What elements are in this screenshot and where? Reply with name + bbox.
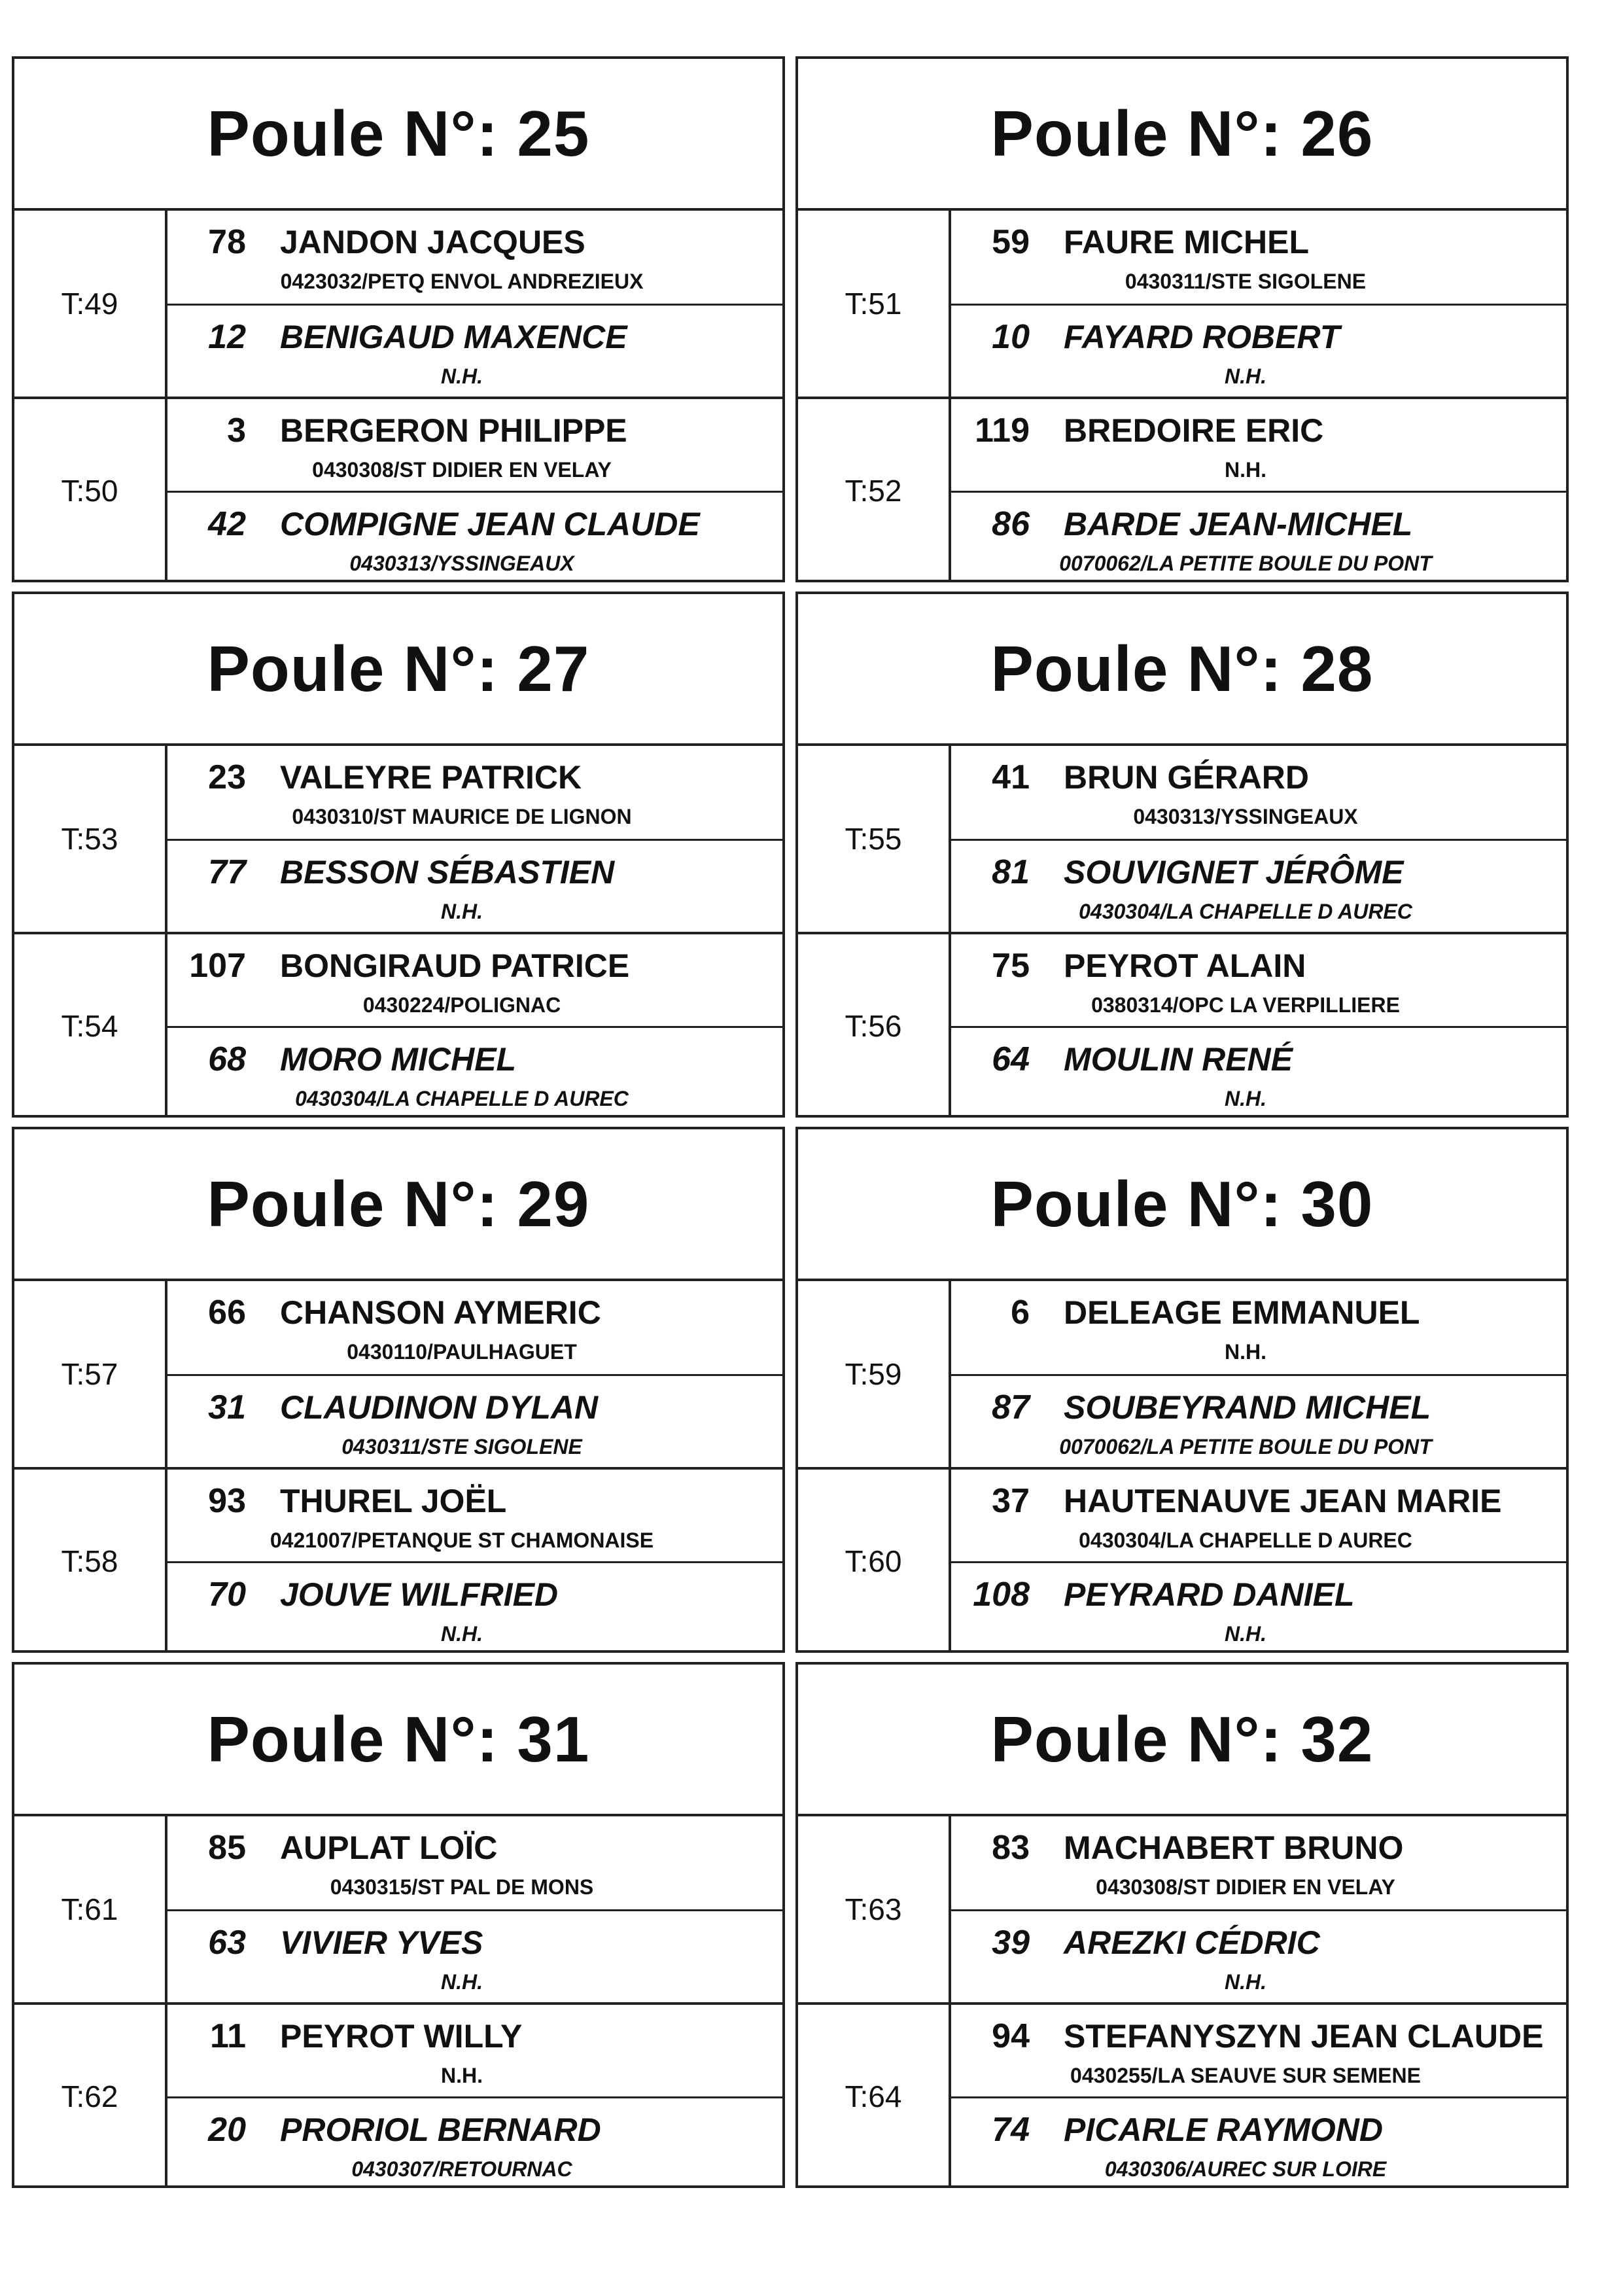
match-players <box>951 399 1566 582</box>
player-entry <box>951 1816 1566 1909</box>
player-club: N.H. <box>441 364 483 388</box>
player-line <box>167 2005 782 2064</box>
player-name: BRUN GÉRARD <box>1064 759 1309 796</box>
player-line <box>951 1816 1566 1875</box>
player-number: 119 <box>975 412 1030 450</box>
player-number: 11 <box>210 2017 246 2055</box>
player-number: 70 <box>208 1575 246 1614</box>
player-name: PEYRARD DANIEL <box>1064 1576 1355 1613</box>
match-players <box>167 1281 782 1467</box>
player-number: 85 <box>208 1829 246 1867</box>
poule-card <box>12 592 785 1118</box>
player-name: VIVIER YVES <box>280 1924 483 1961</box>
player-line <box>167 1470 782 1528</box>
player-club: 0430311/STE SIGOLENE <box>1125 270 1367 293</box>
player-line <box>951 1563 1566 1622</box>
table-number: T:52 <box>798 399 951 582</box>
player-line <box>951 1470 1566 1528</box>
player-entry <box>167 1281 782 1374</box>
player-club: 0430224/POLIGNAC <box>362 993 561 1017</box>
player-number: 41 <box>992 758 1030 796</box>
poule-card <box>12 56 785 582</box>
player-number: 94 <box>992 2017 1030 2055</box>
player-number: 83 <box>992 1829 1030 1867</box>
player-name: MACHABERT BRUNO <box>1064 1829 1404 1866</box>
player-club: 0430313/YSSINGEAUX <box>349 551 574 575</box>
match-row <box>14 1467 782 1653</box>
player-line <box>167 1028 782 1087</box>
player-number: 37 <box>992 1482 1030 1520</box>
player-number: 107 <box>189 947 246 985</box>
player-club: N.H. <box>1225 1340 1266 1364</box>
match-players <box>951 934 1566 1118</box>
match-players <box>951 2005 1566 2188</box>
player-name: THUREL JOËL <box>280 1483 507 1519</box>
player-club: 0430110/PAULHAGUET <box>347 1340 577 1364</box>
player-club: 0430315/ST PAL DE MONS <box>330 1875 594 1899</box>
player-entry <box>951 211 1566 304</box>
match-row <box>14 746 782 932</box>
match-players <box>167 211 782 397</box>
player-club: 0430308/ST DIDIER EN VELAY <box>1096 1875 1395 1899</box>
player-line <box>951 934 1566 993</box>
player-line <box>951 211 1566 270</box>
player-club: N.H. <box>1225 364 1266 388</box>
poule-title: Poule N°: 28 <box>990 632 1374 705</box>
poule-title: Poule N°: 26 <box>990 97 1374 169</box>
match-players <box>951 746 1566 932</box>
player-entry <box>951 839 1566 932</box>
player-name: COMPIGNE JEAN CLAUDE <box>280 505 700 542</box>
player-number: 39 <box>992 1924 1030 1962</box>
table-number: T:56 <box>798 934 951 1118</box>
match-row <box>14 2002 782 2188</box>
player-line <box>167 841 782 900</box>
poule-card <box>795 592 1569 1118</box>
match-row <box>798 1816 1566 2002</box>
player-line <box>167 1563 782 1622</box>
player-club: 0430308/ST DIDIER EN VELAY <box>312 458 612 482</box>
player-entry <box>167 1374 782 1467</box>
table-number: T:54 <box>14 934 167 1118</box>
poule-header <box>798 59 1566 211</box>
player-entry <box>951 934 1566 1026</box>
match-players <box>167 1470 782 1653</box>
poule-title: Poule N°: 29 <box>207 1167 590 1240</box>
player-number: 68 <box>208 1040 246 1078</box>
player-name: AREZKI CÉDRIC <box>1064 1924 1320 1961</box>
table-number: T:61 <box>14 1816 167 2002</box>
player-number: 63 <box>208 1924 246 1962</box>
poule-card <box>795 56 1569 582</box>
match-players <box>951 1281 1566 1467</box>
player-entry <box>951 1470 1566 1561</box>
player-entry <box>167 1909 782 2002</box>
player-entry <box>167 399 782 491</box>
poule-card <box>795 1662 1569 2188</box>
player-number: 12 <box>208 318 246 356</box>
player-entry <box>167 2096 782 2188</box>
player-number: 75 <box>992 947 1030 985</box>
player-entry <box>951 1561 1566 1653</box>
player-name: SOUVIGNET JÉRÔME <box>1064 854 1404 891</box>
player-name: JANDON JACQUES <box>280 224 585 260</box>
player-number: 31 <box>208 1388 246 1426</box>
match-row <box>798 2002 1566 2188</box>
player-line <box>167 399 782 458</box>
player-entry <box>167 2005 782 2096</box>
table-number: T:58 <box>14 1470 167 1653</box>
table-number: T:53 <box>14 746 167 932</box>
player-number: 10 <box>992 318 1030 356</box>
player-line <box>167 1281 782 1340</box>
poule-card <box>12 1127 785 1653</box>
player-line <box>951 1376 1566 1435</box>
player-entry <box>167 491 782 582</box>
player-name: AUPLAT LOÏC <box>280 1829 498 1866</box>
poule-title: Poule N°: 30 <box>990 1167 1374 1240</box>
match-players <box>951 211 1566 397</box>
player-line <box>167 746 782 805</box>
player-name: PRORIOL BERNARD <box>280 2111 601 2148</box>
player-name: BARDE JEAN-MICHEL <box>1064 505 1413 542</box>
poule-header <box>798 1129 1566 1281</box>
player-club: 0430304/LA CHAPELLE D AUREC <box>1079 1528 1412 1552</box>
player-club: 0430311/STE SIGOLENE <box>341 1435 582 1458</box>
table-number: T:63 <box>798 1816 951 2002</box>
player-number: 64 <box>992 1040 1030 1078</box>
match-row <box>14 397 782 582</box>
match-players <box>167 399 782 582</box>
match-row <box>14 1816 782 2002</box>
player-entry <box>951 304 1566 397</box>
player-name: PEYROT WILLY <box>280 2018 523 2055</box>
player-entry <box>951 2096 1566 2188</box>
player-line <box>167 211 782 270</box>
poule-header <box>14 1665 782 1816</box>
player-line <box>951 306 1566 364</box>
player-name: STEFANYSZYN JEAN CLAUDE <box>1064 2018 1544 2055</box>
player-name: PICARLE RAYMOND <box>1064 2111 1383 2148</box>
player-club: N.H. <box>1225 1086 1266 1110</box>
player-name: PEYROT ALAIN <box>1064 947 1306 984</box>
player-entry <box>167 1816 782 1909</box>
player-club: N.H. <box>441 1621 483 1646</box>
poule-header <box>798 1665 1566 1816</box>
player-club: 0430306/AUREC SUR LOIRE <box>1104 2157 1387 2181</box>
player-line <box>951 1281 1566 1340</box>
player-club: 0430313/YSSINGEAUX <box>1133 805 1358 828</box>
player-name: HAUTENAUVE JEAN MARIE <box>1064 1483 1502 1519</box>
player-club: 0421007/PETANQUE ST CHAMONAISE <box>270 1528 654 1552</box>
poule-header <box>798 594 1566 746</box>
player-club: 0430255/LA SEAUVE SUR SEMENE <box>1070 2064 1421 2087</box>
table-number: T:55 <box>798 746 951 932</box>
player-line <box>167 1816 782 1875</box>
player-line <box>951 399 1566 458</box>
player-line <box>951 1028 1566 1087</box>
player-number: 108 <box>973 1575 1030 1614</box>
player-line <box>167 1911 782 1970</box>
player-entry <box>167 1470 782 1561</box>
player-entry <box>167 211 782 304</box>
table-number: T:50 <box>14 399 167 582</box>
player-entry <box>167 746 782 839</box>
table-number: T:62 <box>14 2005 167 2188</box>
player-line <box>167 1376 782 1435</box>
player-name: VALEYRE PATRICK <box>280 759 582 796</box>
match-players <box>167 746 782 932</box>
poule-header <box>14 594 782 746</box>
player-entry <box>951 399 1566 491</box>
match-players <box>167 2005 782 2188</box>
player-number: 77 <box>208 853 246 891</box>
player-name: BESSON SÉBASTIEN <box>280 854 615 891</box>
player-club: 0430310/ST MAURICE DE LIGNON <box>292 805 632 828</box>
table-number: T:51 <box>798 211 951 397</box>
player-name: BENIGAUD MAXENCE <box>280 319 627 355</box>
player-entry <box>951 491 1566 582</box>
poule-card <box>795 1127 1569 1653</box>
player-name: CHANSON AYMERIC <box>280 1294 601 1331</box>
match-players <box>951 1816 1566 2002</box>
match-players <box>167 934 782 1118</box>
poule-title: Poule N°: 25 <box>207 97 590 169</box>
player-name: BREDOIRE ERIC <box>1064 412 1324 449</box>
player-number: 86 <box>992 504 1030 543</box>
table-number: T:57 <box>14 1281 167 1467</box>
match-row <box>798 211 1566 397</box>
player-name: BONGIRAUD PATRICE <box>280 947 630 984</box>
player-number: 81 <box>992 853 1030 891</box>
player-club: N.H. <box>441 2064 483 2087</box>
player-entry <box>951 746 1566 839</box>
player-club: N.H. <box>1225 1970 1266 1994</box>
player-number: 78 <box>208 223 246 261</box>
poule-title: Poule N°: 27 <box>207 632 590 705</box>
match-players <box>167 1816 782 2002</box>
player-name: BERGERON PHILIPPE <box>280 412 627 449</box>
player-line <box>167 934 782 993</box>
player-entry <box>167 304 782 397</box>
poule-card <box>12 1662 785 2188</box>
player-entry <box>167 839 782 932</box>
player-line <box>951 2098 1566 2157</box>
player-line <box>951 2005 1566 2064</box>
match-row <box>14 211 782 397</box>
player-club: 0430307/RETOURNAC <box>351 2157 572 2181</box>
player-name: SOUBEYRAND MICHEL <box>1064 1389 1431 1426</box>
player-number: 6 <box>1011 1294 1030 1332</box>
player-name: JOUVE WILFRIED <box>280 1576 559 1613</box>
match-row <box>14 1281 782 1467</box>
player-entry <box>951 1281 1566 1374</box>
player-entry <box>951 1374 1566 1467</box>
match-row <box>798 932 1566 1118</box>
player-line <box>167 306 782 364</box>
match-row <box>798 746 1566 932</box>
player-club: N.H. <box>1225 458 1266 482</box>
match-row <box>798 1281 1566 1467</box>
player-name: CLAUDINON DYLAN <box>280 1389 599 1426</box>
player-entry <box>167 934 782 1026</box>
player-club: 0423032/PETQ ENVOL ANDREZIEUX <box>280 270 644 293</box>
match-row <box>798 397 1566 582</box>
player-line <box>951 493 1566 552</box>
match-row <box>798 1467 1566 1653</box>
player-name: DELEAGE EMMANUEL <box>1064 1294 1420 1331</box>
player-club: N.H. <box>441 900 483 923</box>
player-line <box>951 1911 1566 1970</box>
match-players <box>951 1470 1566 1653</box>
player-number: 20 <box>208 2110 246 2149</box>
player-entry <box>951 2005 1566 2096</box>
player-name: FAYARD ROBERT <box>1064 319 1340 355</box>
poule-header <box>14 1129 782 1281</box>
player-name: FAURE MICHEL <box>1064 224 1309 260</box>
player-entry <box>167 1026 782 1118</box>
player-line <box>167 493 782 552</box>
poule-header <box>14 59 782 211</box>
player-number: 59 <box>992 223 1030 261</box>
player-number: 93 <box>208 1482 246 1520</box>
poule-title: Poule N°: 31 <box>207 1703 590 1775</box>
player-club: 0430304/LA CHAPELLE D AUREC <box>295 1086 629 1110</box>
player-entry <box>951 1909 1566 2002</box>
player-club: 0070062/LA PETITE BOULE DU PONT <box>1059 1435 1432 1458</box>
player-entry <box>951 1026 1566 1118</box>
player-number: 66 <box>208 1294 246 1332</box>
player-club: N.H. <box>441 1970 483 1994</box>
table-number: T:64 <box>798 2005 951 2188</box>
player-entry <box>167 1561 782 1653</box>
player-club: N.H. <box>1225 1621 1266 1646</box>
player-club: 0070062/LA PETITE BOULE DU PONT <box>1059 551 1432 575</box>
player-number: 23 <box>208 758 246 796</box>
player-name: MOULIN RENÉ <box>1064 1040 1293 1078</box>
player-line <box>951 841 1566 900</box>
player-club: 0430304/LA CHAPELLE D AUREC <box>1079 900 1412 923</box>
match-row <box>14 932 782 1118</box>
player-number: 74 <box>992 2110 1030 2149</box>
player-line <box>951 746 1566 805</box>
poule-title: Poule N°: 32 <box>990 1703 1374 1775</box>
player-club: 0380314/OPC LA VERPILLIERE <box>1091 993 1400 1017</box>
player-name: MORO MICHEL <box>280 1040 517 1078</box>
player-number: 3 <box>227 412 246 450</box>
player-number: 42 <box>208 504 246 543</box>
table-number: T:59 <box>798 1281 951 1467</box>
table-number: T:49 <box>14 211 167 397</box>
player-line <box>167 2098 782 2157</box>
player-number: 87 <box>992 1388 1030 1426</box>
table-number: T:60 <box>798 1470 951 1653</box>
